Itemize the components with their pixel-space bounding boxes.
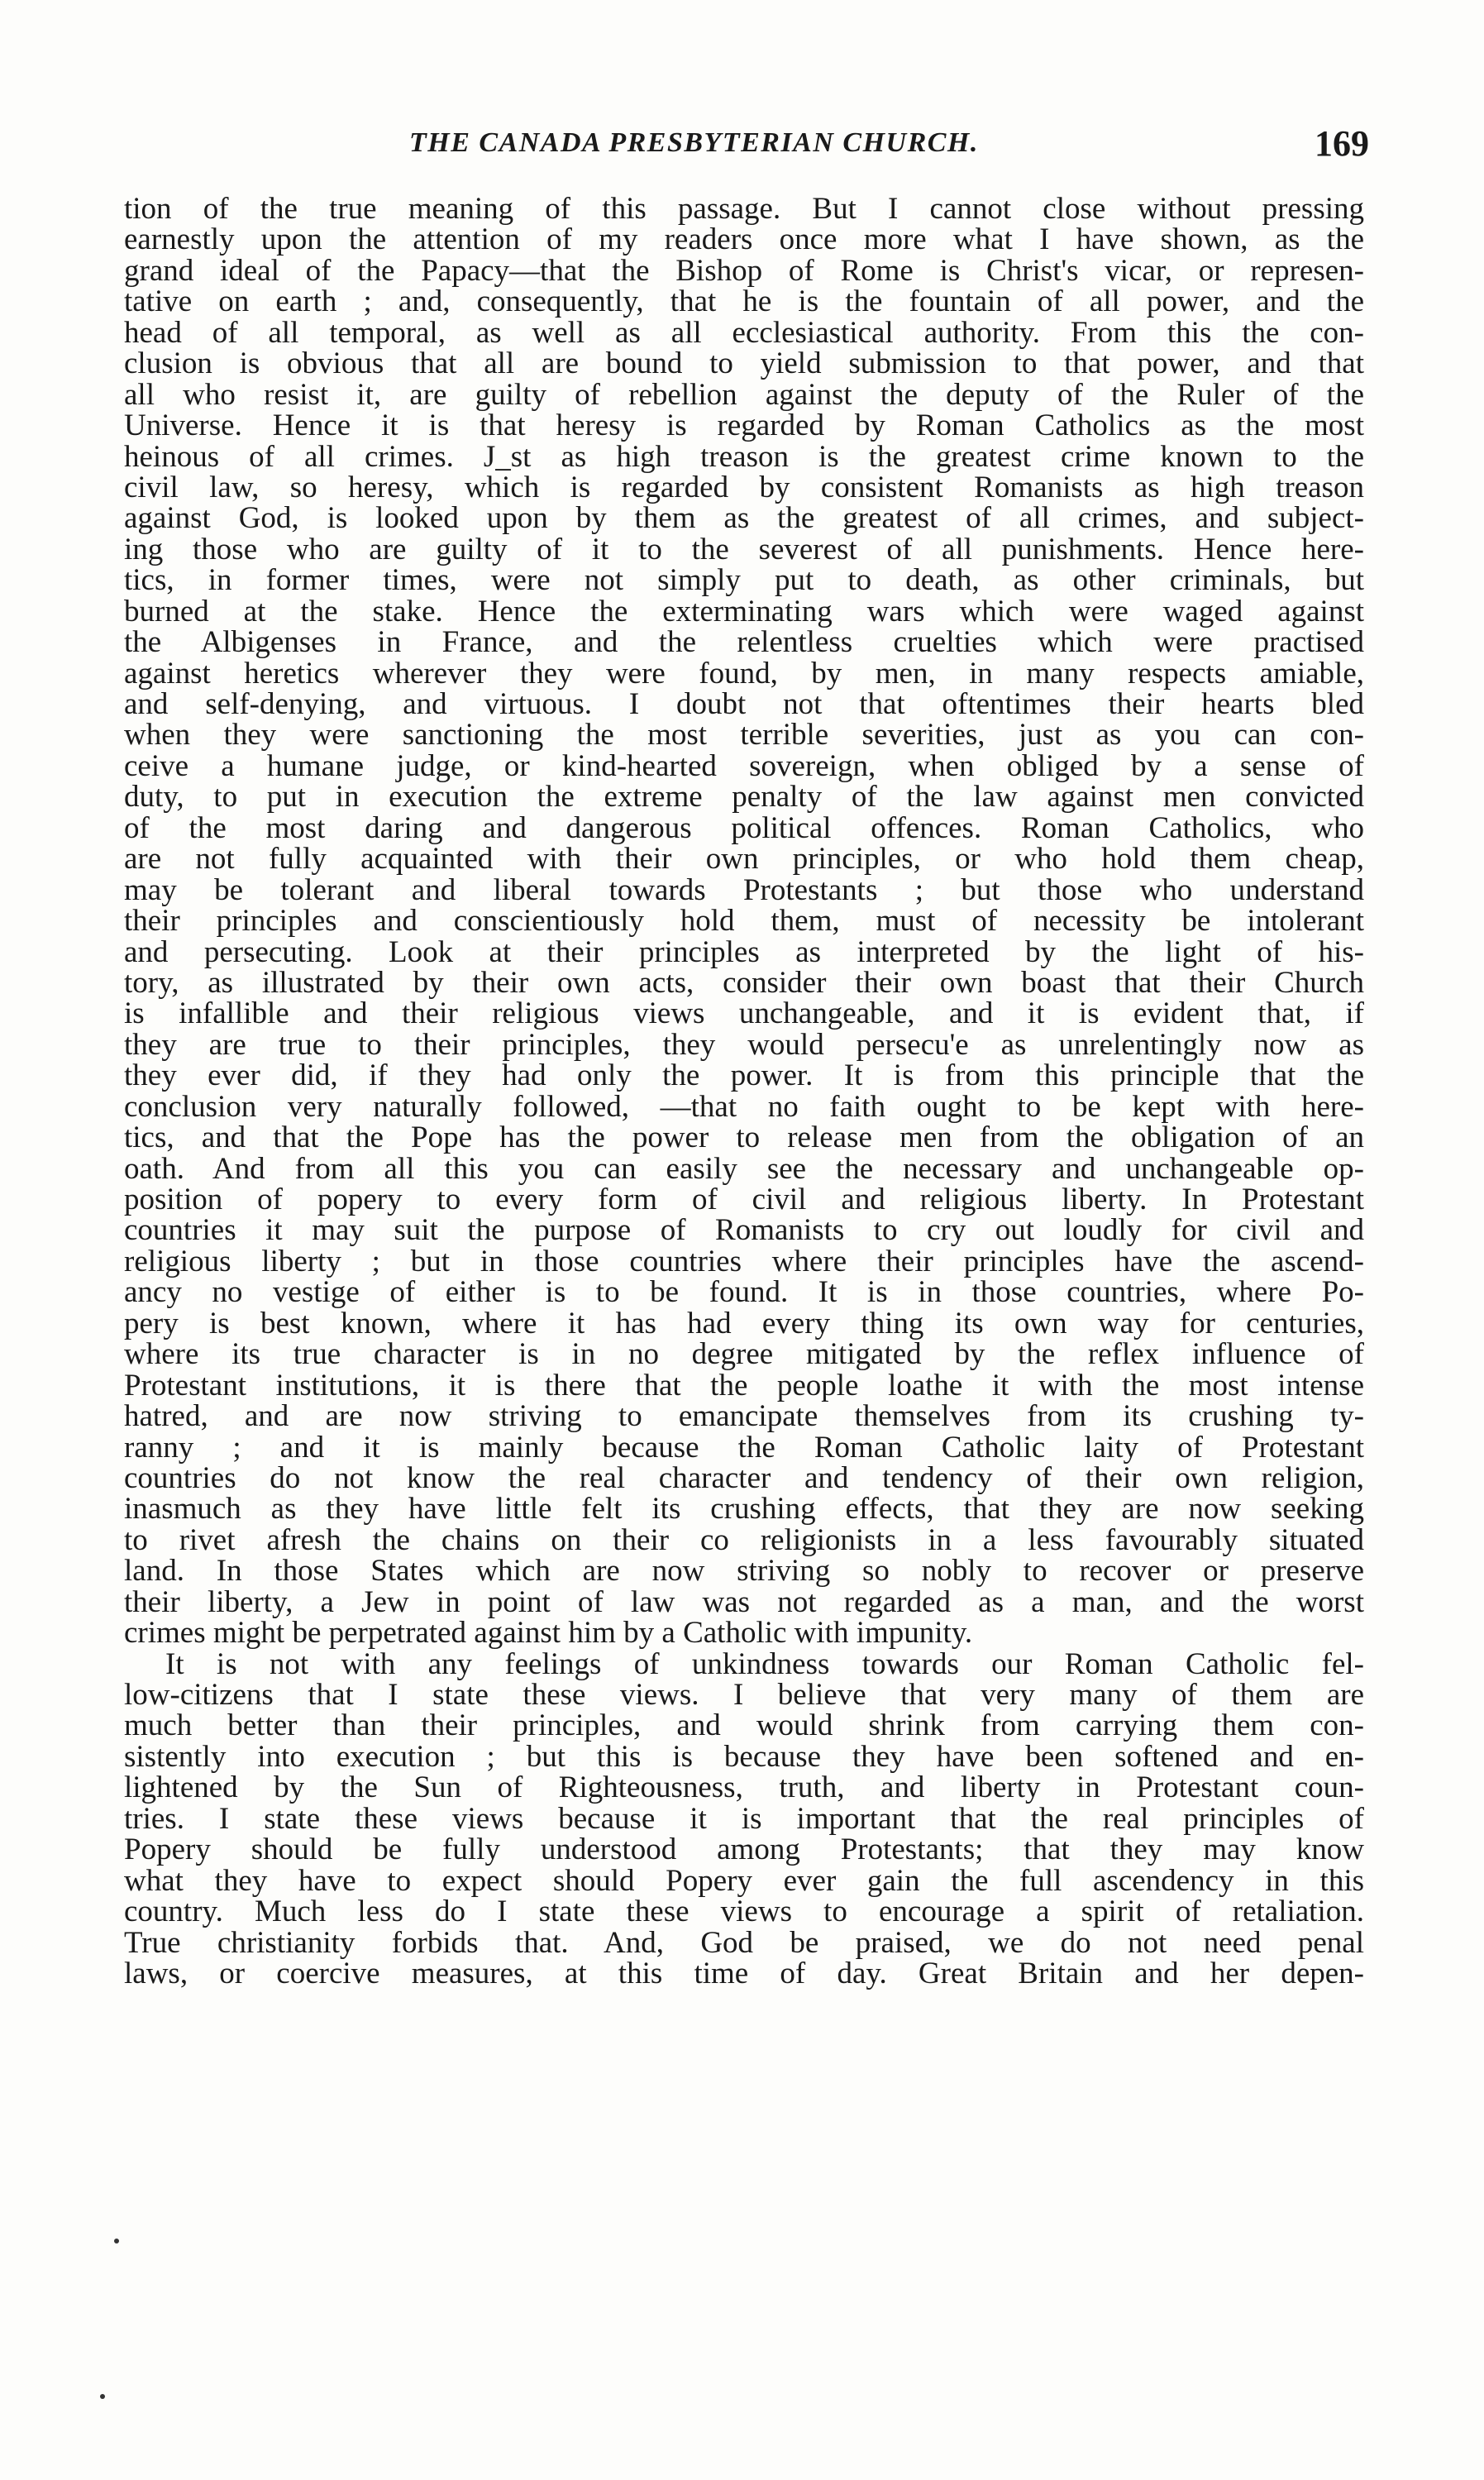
- paragraph-start-line: It is not with any feelings of unkindness towards our Roman Catholic fel-: [165, 1646, 1364, 1681]
- text-line: lightened by the Sun of Righteousness, truth, and liberty in Protestant coun-: [124, 1770, 1364, 1805]
- text-line: Popery should be fully understood among Protestants; that they may know: [124, 1833, 1364, 1867]
- text-line: religious liberty ; but in those countries where their principles have the ascend-: [124, 1244, 1364, 1278]
- text-line: tative on earth ; and, consequently, that he is the fountain of all power, and the: [124, 284, 1364, 319]
- text-line: burned at the stake. Hence the exterminating wars which were waged against: [124, 594, 1364, 628]
- text-line: of the most daring and dangerous political offences. Roman Catholics, who: [124, 810, 1364, 845]
- text-line: hatred, and are now striving to emancipate themselves from its crushing ty-: [124, 1399, 1364, 1434]
- text-line: ancy no vestige of either is to be found. It is in those countries, where Po-: [124, 1275, 1364, 1310]
- text-line: against heretics wherever they were found, by men, in many respects amiable,: [124, 656, 1364, 690]
- text-line: earnestly upon the attention of my readers once more what I have shown, as the: [124, 222, 1364, 257]
- text-line: position of popery to every form of civil and religious liberty. In Protestant: [124, 1183, 1364, 1216]
- running-title: THE CANADA PRESBYTERIAN CHURCH.: [409, 127, 979, 158]
- text-line: laws, or coercive measures, at this time of day. Great Britain and her depen-: [124, 1956, 1364, 1990]
- text-line: is infallible and their religious views unchangeable, and it is evident that, if: [124, 996, 1364, 1031]
- text-line: their principles and conscientiously hold them, must of necessity be intolerant: [124, 904, 1364, 939]
- text-line: country. Much less do I state these views to encourage a spirit of retaliation.: [124, 1895, 1364, 1929]
- text-line: low-citizens that I state these views. I believe that very many of them are: [124, 1678, 1364, 1712]
- text-line: clusion is obvious that all are bound to yield submission to that power, and that: [124, 346, 1364, 381]
- text-line: Protestant institutions, it is there that the people loathe it with the most intense: [124, 1368, 1364, 1402]
- paragraph-end-line: crimes might be perpetrated against him by a Catholic with impunity.: [124, 1616, 973, 1651]
- text-line: what they have to expect should Popery ever gain the full ascendency in this: [124, 1863, 1364, 1898]
- text-line: tics, in former times, were not simply put to death, as other criminals, but: [124, 563, 1364, 598]
- text-line: land. In those States which are now striving so nobly to recover or preserve: [124, 1554, 1364, 1589]
- text-line: head of all temporal, as well as all ecclesiastical authority. From this the con-: [124, 315, 1364, 350]
- text-line: tics, and that the Pope has the power to release men from the obligation of an: [124, 1121, 1364, 1155]
- text-line: inasmuch as they have little felt its crushing effects, that they are now seeking: [124, 1492, 1364, 1527]
- text-line: and persecuting. Look at their principles as interpreted by the light of his-: [124, 934, 1364, 969]
- text-line: are not fully acquainted with their own principles, or who hold them cheap,: [124, 842, 1364, 877]
- text-line: and self-denying, and virtuous. I doubt not that oftentimes their hearts bled: [124, 687, 1364, 721]
- running-head: [124, 122, 1369, 172]
- text-line: to rivet afresh the chains on their co religionists in a less favourably situated: [124, 1522, 1364, 1557]
- text-line: their liberty, a Jew in point of law was not regarded as a man, and the worst: [124, 1584, 1364, 1619]
- text-line: all who resist it, are guilty of rebellion against the deputy of the Ruler of the: [124, 377, 1364, 412]
- text-line: countries do not know the real character and tendency of their own religion,: [124, 1460, 1364, 1495]
- text-line: much better than their principles, and would shrink from carrying them con-: [124, 1708, 1364, 1743]
- text-line: tries. I state these views because it is important that the real principles of: [124, 1801, 1364, 1836]
- ink-speck: [114, 2239, 119, 2243]
- text-line: ceive a humane judge, or kind-hearted sovereign, when obliged by a sense of: [124, 748, 1364, 783]
- text-line: tory, as illustrated by their own acts, consider their own boast that their Church: [124, 965, 1364, 1000]
- text-line: ranny ; and it is mainly because the Roman Catholic laity of Protestant: [124, 1430, 1364, 1465]
- text-line: True christianity forbids that. And, God be praised, we do not need penal: [124, 1925, 1364, 1960]
- page-number: 169: [1315, 123, 1369, 164]
- ink-speck: [100, 2394, 105, 2399]
- text-line: they ever did, if they had only the power. It is from this principle that the: [124, 1058, 1364, 1093]
- body-text: [124, 194, 1364, 1989]
- text-line: grand ideal of the Papacy—that the Bishop of Rome is Christ's vicar, or represen-: [124, 253, 1364, 288]
- text-line: when they were sanctioning the most terrible severities, just as you can con-: [124, 718, 1364, 753]
- text-line: ing those who are guilty of it to the severest of all punishments. Hence here-: [124, 532, 1364, 566]
- text-line: tion of the true meaning of this passage. But I cannot close without pressing: [124, 192, 1364, 226]
- text-line: countries it may suit the purpose of Romanists to cry out loudly for civil and: [124, 1213, 1364, 1248]
- text-line: oath. And from all this you can easily see the necessary and unchangeable op-: [124, 1151, 1364, 1186]
- text-line: the Albigenses in France, and the relentless cruelties which were practised: [124, 625, 1364, 660]
- text-line: conclusion very naturally followed, —that no faith ought to be kept with here-: [124, 1089, 1364, 1124]
- text-line: against God, is looked upon by them as the greatest of all crimes, and subject-: [124, 501, 1364, 536]
- text-line: heinous of all crimes. J_st as high treason is the greatest crime known to the: [124, 439, 1364, 474]
- text-line: pery is best known, where it has had every thing its own way for centuries,: [124, 1306, 1364, 1340]
- text-line: sistently into execution ; but this is because they have been softened and en-: [124, 1739, 1364, 1774]
- text-line: duty, to put in execution the extreme penalty of the law against men convicted: [124, 780, 1364, 815]
- text-line: civil law, so heresy, which is regarded by consistent Romanists as high treason: [124, 470, 1364, 504]
- text-line: may be tolerant and liberal towards Protestants ; but those who understand: [124, 872, 1364, 907]
- text-line: they are true to their principles, they would persecu'e as unrelentingly now as: [124, 1027, 1364, 1062]
- text-line: Universe. Hence it is that heresy is regarded by Roman Catholics as the most: [124, 409, 1364, 443]
- text-line: where its true character is in no degree mitigated by the reflex influence of: [124, 1337, 1364, 1372]
